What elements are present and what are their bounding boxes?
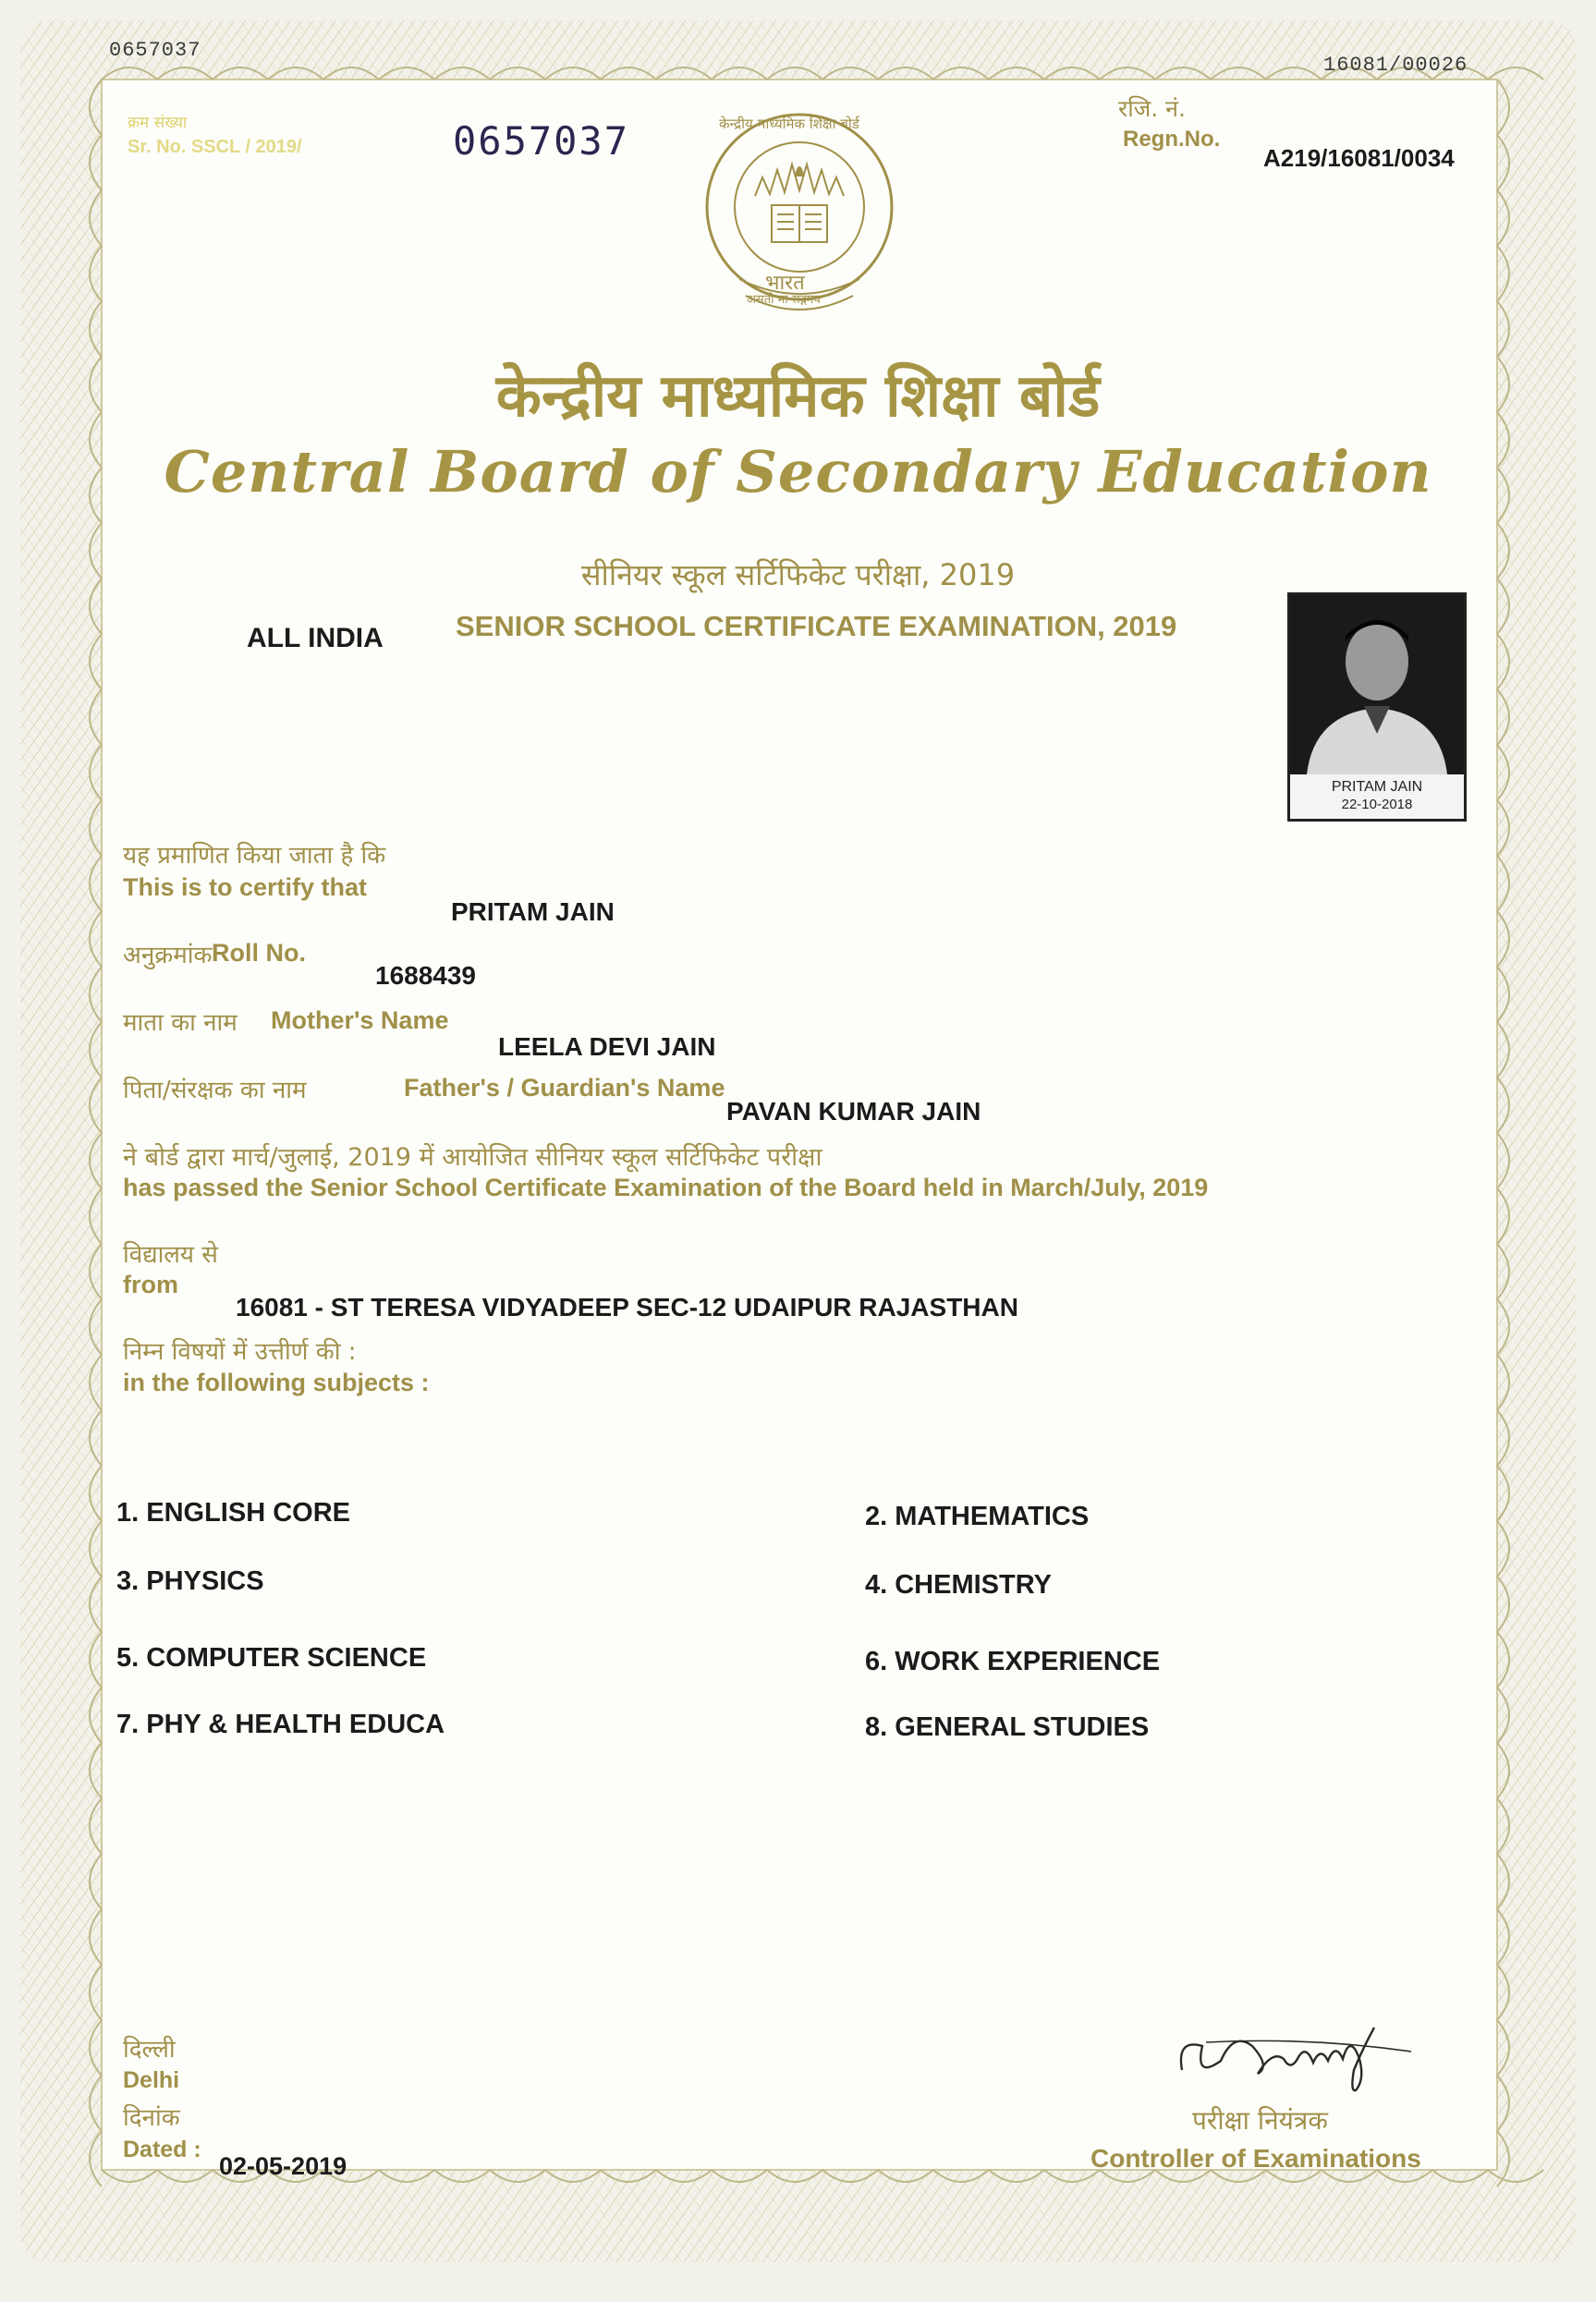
dated-label-english: Dated : (123, 2137, 201, 2162)
subject-item: 5. COMPUTER SCIENCE (116, 1643, 427, 1673)
controller-label-hindi: परीक्षा नियंत्रक (1192, 2105, 1328, 2136)
subject-item: 1. ENGLISH CORE (116, 1498, 350, 1528)
emblem-country-text: भारत (765, 272, 805, 295)
subject-item: 7. PHY & HEALTH EDUCA (116, 1710, 445, 1739)
regn-label-hindi: रजि. नं. (1118, 95, 1186, 122)
passed-statement-hindi: ने बोर्ड द्वारा मार्च/जुलाई, 2019 में आयोजित सीनियर स्कूल सर्टिफिकेट परीक्षा (123, 1143, 822, 1172)
certify-label-english: This is to certify that (123, 873, 368, 901)
subject-item: 8. GENERAL STUDIES (865, 1712, 1150, 1742)
person-silhouette-icon (1290, 595, 1464, 774)
board-title-english: Central Board of Secondary Education (164, 438, 1432, 505)
photo-caption-date: 22-10-2018 (1341, 797, 1413, 812)
emblem-motto-text: असतो मा सद्गमय (747, 293, 821, 307)
roll-label-hindi: अनुक्रमांक (123, 942, 213, 969)
signature-icon (1169, 2005, 1428, 2098)
mother-label-english: Mother's Name (271, 1006, 449, 1034)
mother-label-hindi: माता का नाम (123, 1009, 238, 1037)
region-label: ALL INDIA (247, 623, 384, 653)
top-right-serial: 16081/00026 (1323, 54, 1468, 77)
exam-title-english: SENIOR SCHOOL CERTIFICATE EXAMINATION, 2019 (456, 610, 1177, 642)
top-left-serial: 0657037 (109, 39, 201, 62)
school-label-hindi: विद्यालय से (123, 1241, 218, 1269)
subject-item: 4. CHEMISTRY (865, 1570, 1052, 1600)
subjects-intro-hindi: निम्न विषयों में उत्तीर्ण की : (123, 1338, 357, 1366)
dated-label-hindi: दिनांक (123, 2104, 180, 2132)
subjects-intro-english: in the following subjects : (123, 1369, 430, 1396)
certify-label-hindi: यह प्रमाणित किया जाता है कि (123, 842, 386, 870)
exam-title-hindi: सीनियर स्कूल सर्टिफिकेट परीक्षा, 2019 (580, 557, 1016, 592)
controller-label-english: Controller of Examinations (1090, 2144, 1421, 2173)
subject-item: 3. PHYSICS (116, 1566, 264, 1596)
photo-caption-name: PRITAM JAIN (1331, 779, 1423, 795)
subject-item: 2. MATHEMATICS (865, 1502, 1090, 1531)
photo-caption (1290, 774, 1464, 819)
father-name: PAVAN KUMAR JAIN (726, 1097, 981, 1126)
board-title-hindi: केन्द्रीय माध्यमिक शिक्षा बोर्ड (495, 362, 1101, 431)
passed-statement-english: has passed the Senior School Certificate Examination of the Board held in March/July, 2019 (123, 1174, 1209, 1201)
issue-date: 02-05-2019 (219, 2152, 347, 2180)
place-label-english: Delhi (123, 2067, 180, 2093)
father-label-hindi: पिता/संरक्षक का नाम (123, 1077, 307, 1104)
regn-label-english: Regn.No. (1123, 127, 1221, 152)
regn-number: A219/16081/0034 (1263, 144, 1455, 172)
subject-item: 6. WORK EXPERIENCE (865, 1647, 1161, 1676)
candidate-photo (1287, 592, 1467, 822)
emblem-ring-text: केन्द्रीय माध्यमिक शिक्षा बोर्ड (719, 116, 859, 132)
father-label-english: Father's / Guardian's Name (404, 1074, 725, 1102)
mother-name: LEELA DEVI JAIN (498, 1032, 716, 1061)
candidate-name: PRITAM JAIN (451, 897, 615, 926)
sr-no-english: Sr. No. SSCL / 2019/ (128, 137, 302, 157)
school-label-english: from (123, 1271, 178, 1298)
sr-no-hindi: क्रम संख्या (128, 114, 188, 132)
serial-number: 0657037 (453, 118, 630, 164)
roll-number: 1688439 (375, 961, 477, 990)
school-name: 16081 - ST TERESA VIDYADEEP SEC-12 UDAIPUR RAJASTHAN (236, 1293, 1018, 1322)
roll-label-english: Roll No. (212, 939, 306, 967)
place-label-hindi: दिल्ली (123, 2036, 176, 2064)
